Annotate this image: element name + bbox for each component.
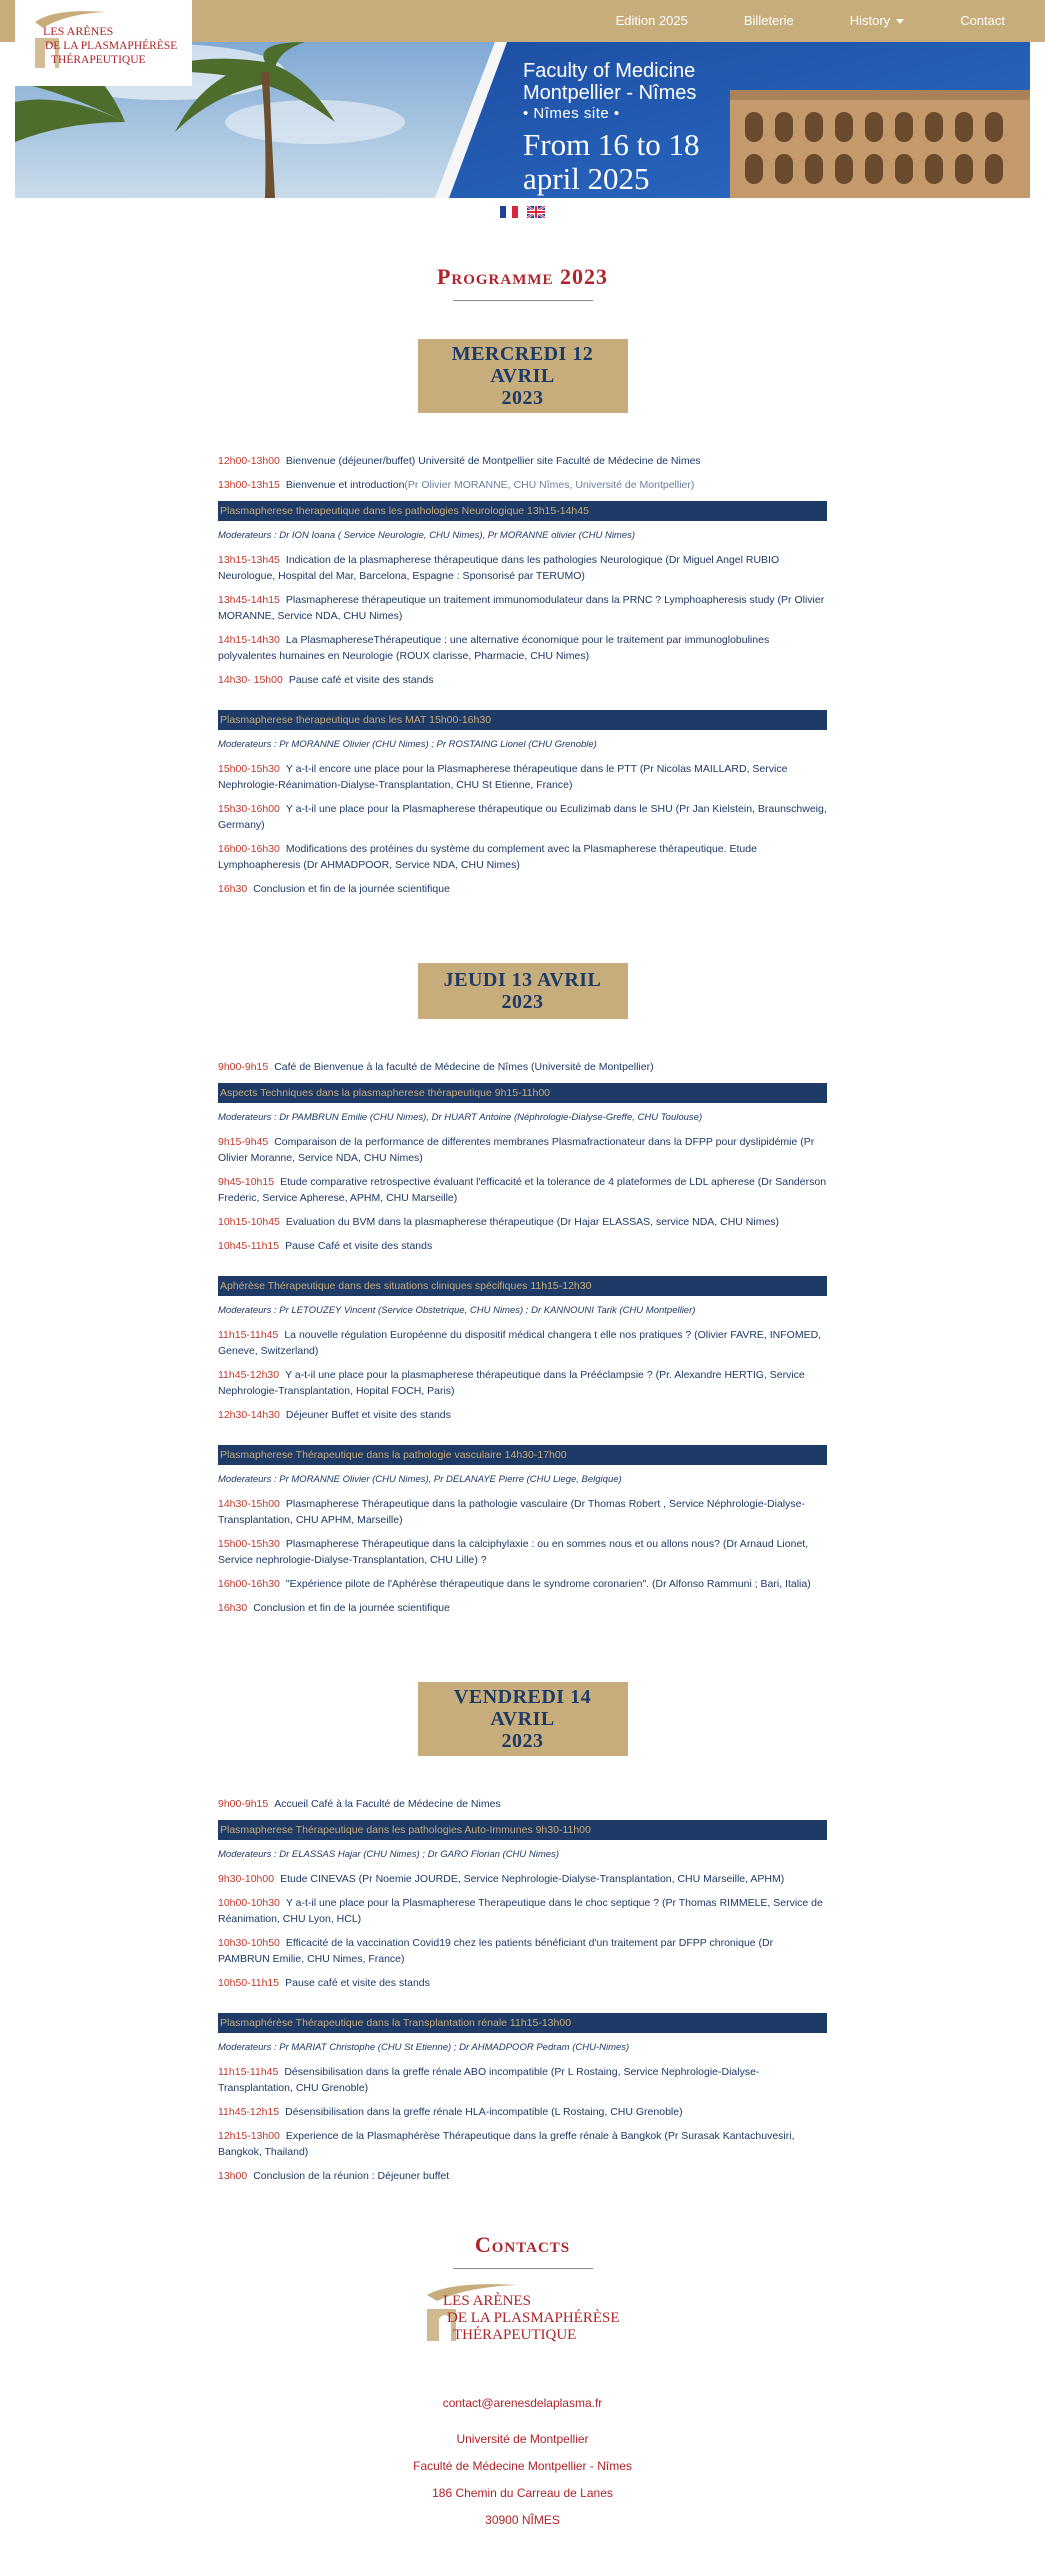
programme-item <box>218 552 827 584</box>
hero-dates-1: From 16 to 18 <box>523 127 700 162</box>
programme-item <box>218 2104 827 2120</box>
item-text: Y a-t-il une place pour la plasmapherese thérapeutique dans la Prééclampsie ? (Pr. Alexandre HERTIG, Service Nephrologie-Transplantation, Hopital FOCH, Paris) <box>218 1369 805 1397</box>
programme-item <box>218 1327 827 1359</box>
session-header: Plasmapherese therapeutique dans les pathologies Neurologique 13h15-14h45 <box>218 501 827 521</box>
session-moderators: Moderateurs : Dr ION Ioana ( Service Neurologie, CHU Nimes), Pr MORANNE olivier (CHU Nimes) <box>218 530 636 541</box>
programme-item <box>218 1174 827 1206</box>
session-header: Aspects Techniques dans la plasmapherese thérapeutique 9h15-11h00 <box>218 1083 827 1103</box>
item-time: 12h00-13h00 <box>218 455 280 467</box>
item-text: Déjeuner Buffet et visite des stands <box>285 1409 451 1421</box>
item-text: Comparaison de la performance de differentes membranes Plasmafractionateur dans la DFPP pour dyslipidémie (Pr Olivier Moranne, Service NDA, CHU Nimes) <box>218 1136 815 1164</box>
footer-logo-text-1: LES ARÈNES <box>442 2293 531 2309</box>
item-time: 11h45-12h30 <box>218 1369 280 1381</box>
day-programme <box>218 1059 827 1616</box>
day-title: VENDREDI 14 AVRIL <box>453 1686 592 1730</box>
programme-item <box>218 1576 827 1592</box>
session-header: Plasmapherese Thérapeutique dans les pathologies Auto-Immunes 9h30-11h00 <box>218 1820 827 1840</box>
logo-mark <box>29 8 179 78</box>
item-text: Plasmapherese Thérapeutique dans la calciphylaxie : ou en sommes nous et ou allons nous? (Dr Arnaud Lionet, Service nephrologie-Dialyse-Transplantation, CHU Lille) ? <box>218 1538 809 1566</box>
programme-item <box>218 881 827 897</box>
address-line: Université de Montpellier <box>456 2432 589 2446</box>
item-time: 10h15-10h45 <box>218 1216 280 1228</box>
item-text: Conclusion et fin de la journée scientifique <box>253 883 450 895</box>
contacts-divider <box>453 2268 593 2269</box>
item-time: 9h30-10h00 <box>218 1873 275 1885</box>
address-line: 30900 NÎMES <box>485 2513 560 2527</box>
item-text: Désensibilisation dans la greffe rénale ABO incompatible (Pr L Rostaing, Service Nephrologie-Dialyse-Transplantation, CHU Grenoble) <box>218 2066 760 2094</box>
item-text: La PlasmaphereseThérapeutique : une alternative économique pour le traitement par immunoglobulines polyvalentes humaines en Neurologie (ROUX clarisse, Pharmacie, CHU Nimes) <box>218 634 770 662</box>
hero-line-1: Faculty of Medicine <box>523 60 696 82</box>
top-navbar <box>0 0 1045 66</box>
programme-item <box>218 1796 827 1812</box>
item-time: 16h00-16h30 <box>218 843 280 855</box>
session-moderators: Moderateurs : Pr MARIAT Christophe (CHU St Etienne) ; Dr AHMADPOOR Pedram (CHU-Nimes) <box>218 2042 630 2053</box>
logo-text-1: LES ARÈNES <box>42 24 113 38</box>
item-time: 13h15-13h45 <box>218 554 280 566</box>
item-time: 10h00-10h30 <box>218 1897 280 1909</box>
item-text: Désensibilisation dans la greffe rénale HLA-incompatible (L Rostaing, CHU Grenoble) <box>285 2106 683 2118</box>
item-text: Café de Bienvenue à la faculté de Médecine de Nîmes (Université de Montpellier) <box>274 1061 654 1073</box>
title-divider <box>453 300 593 301</box>
programme-item <box>218 592 827 624</box>
logo-text-3: THÉRAPEUTIQUE <box>50 54 146 66</box>
item-text: Y a-t-il encore une place pour la Plasmapherese thérapeutique dans le PTT (Pr Nicolas MAILLARD, Service Nephrologie-Réanimation-Dialyse-Transplantation, CHU St Etienne, France) <box>218 763 788 791</box>
page-title: Programme 2023 <box>436 264 609 289</box>
item-time: 10h30-10h50 <box>218 1937 280 1949</box>
item-time: 13h45-14h15 <box>218 594 280 606</box>
item-time: 9h00-9h15 <box>218 1798 269 1810</box>
session-spacer <box>218 696 827 710</box>
item-text: "Expérience pilote de l'Aphérèse thérapeutique dans le syndrome coronarien". (Dr Alfonso Rammuni ; Bari, Italia) <box>285 1578 811 1590</box>
programme-item <box>218 801 827 833</box>
programme-item <box>218 761 827 793</box>
main-nav <box>588 0 1045 42</box>
session-moderators: Moderateurs : Pr LETOUZEY Vincent (Service Obstetrique, CHU Nimes) ; Dr KANNOUNI Tarik (CHU Montpellier) <box>218 1305 696 1316</box>
nav-edition-2025[interactable]: Edition 2025 <box>615 13 688 28</box>
day-header <box>418 339 628 413</box>
programme-item <box>218 2168 827 2184</box>
item-time: 11h15-11h45 <box>218 1329 279 1341</box>
item-time: 9h00-9h15 <box>218 1061 269 1073</box>
programme-item <box>218 1496 827 1528</box>
address-line: Faculté de Médecine Montpellier - Nîmes <box>413 2459 632 2473</box>
address-block <box>0 2426 1045 2534</box>
item-text: Bienvenue (déjeuner/buffet) Université de Montpellier site Faculté de Médecine de Nimes <box>285 455 701 467</box>
item-text: Evaluation du BVM dans la plasmapherese thérapeutique (Dr Hajar ELASSAS, service NDA, CHU Nimes) <box>285 1216 780 1228</box>
site-logo[interactable] <box>15 0 192 86</box>
programme-item <box>218 1407 827 1423</box>
programme-days <box>0 339 1045 2184</box>
session-spacer <box>218 1999 827 2013</box>
programme-item <box>218 1871 827 1887</box>
programme-item <box>218 672 827 688</box>
programme-item <box>218 1935 827 1967</box>
item-time: 16h00-16h30 <box>218 1578 280 1590</box>
session-moderators: Moderateurs : Dr PAMBRUN Emilie (CHU Nimes), Dr HUART Antoine (Néphrologie-Dialyse-Greffe, CHU Toulouse) <box>218 1112 703 1123</box>
nav-contact[interactable]: Contact <box>960 13 1005 28</box>
session-header: Aphérèse Thérapeutique dans des situations cliniques spécifiques 11h15-12h30 <box>218 1276 827 1296</box>
language-switcher <box>0 206 1045 218</box>
session-header: Plasmapherese therapeutique dans les MAT 15h00-16h30 <box>218 710 827 730</box>
item-text: La nouvelle régulation Européenne du dispositif médical changera t elle nos pratiques ? (Olivier FAVRE, INFOMED, Geneve, Switzerland) <box>218 1329 822 1357</box>
session-header: Plasmaphérèse Thérapeutique dans la Transplantation rénale 11h15-13h00 <box>218 2013 827 2033</box>
item-time: 13h00-13h15 <box>218 479 280 491</box>
item-time: 12h15-13h00 <box>218 2130 280 2142</box>
address-line: 186 Chemin du Carreau de Lanes <box>432 2486 613 2500</box>
day-header <box>418 963 628 1019</box>
session-moderators: Moderateurs : Pr MORANNE Olivier (CHU Nimes) ; Pr ROSTAING Lionel (CHU Grenoble) <box>218 739 597 750</box>
programme-item <box>218 1600 827 1616</box>
day-year: 2023 <box>501 387 544 409</box>
item-speaker: (Pr Olivier MORANNE, CHU Nîmes, Université de Montpellier) <box>404 479 695 491</box>
item-time: 15h00-15h30 <box>218 1538 280 1550</box>
item-time: 14h30-15h00 <box>218 1498 280 1510</box>
item-text: Accueil Café à la Faculté de Médecine de Nimes <box>274 1798 501 1810</box>
item-text: Plasmapherese Thérapeutique dans la pathologie vasculaire (Dr Thomas Robert , Service Néphrologie-Dialyse-Transplantation, CHU APHM, Marseille) <box>218 1498 805 1526</box>
hero-line-3: • Nîmes site • <box>523 105 620 122</box>
day-header <box>418 1682 628 1756</box>
item-text: Etude comparative retrospective évaluant l'efficacité et la tolerance de 4 plateformes de LDL apherese (Dr Sanderson Frederic, Service Apherese, APHM, CHU Marseille) <box>218 1176 827 1204</box>
nav-history-label: History <box>849 13 891 28</box>
item-time: 13h00 <box>218 2170 248 2182</box>
item-time: 15h30-16h00 <box>218 803 280 815</box>
programme-item <box>218 1214 827 1230</box>
programme-item <box>218 1895 827 1927</box>
item-text: Modifications des protéines du système du complement avec la Plasmapherese thérapeutique. Etude Lymphoapheresis (Dr AHMADPOOR, Service NDA, CHU Nimes) <box>218 843 757 871</box>
session-spacer <box>218 1262 827 1276</box>
chevron-down-icon <box>896 19 904 24</box>
logo-text-2: DE LA PLASMAPHÉRÈSE <box>44 40 177 52</box>
programme-item <box>218 477 827 493</box>
item-text: Pause Café et visite des stands <box>285 1240 433 1252</box>
programme-item <box>218 2064 827 2096</box>
day-programme <box>218 453 827 897</box>
item-text: Plasmapherese thérapeutique un traitement immunomodulateur dans la PRNC ? Lymphoapheresis study (Pr Olivier MORANNE, Service NDA, CHU Nimes) <box>218 594 825 622</box>
item-time: 16h30 <box>218 1602 248 1614</box>
session-spacer <box>218 1431 827 1445</box>
footer-logo-text-3: THÉRAPEUTIQUE <box>452 2327 576 2343</box>
session-header: Plasmapherese Thérapeutique dans la pathologie vasculaire 14h30-17h00 <box>218 1445 827 1465</box>
programme-item <box>218 632 827 664</box>
programme-item <box>218 1059 827 1075</box>
session-moderators: Moderateurs : Dr ELASSAS Hajar (CHU Nimes) ; Dr GARO Florian (CHU Nimes) <box>218 1849 560 1860</box>
contact-email-link[interactable]: contact@arenesdelaplasma.fr <box>442 2396 603 2410</box>
item-text: Etude CINEVAS (Pr Noemie JOURDE, Service Nephrologie-Dialyse-Transplantation, CHU Marseille, APHM) <box>280 1873 785 1885</box>
flag-uk-icon[interactable] <box>527 206 545 218</box>
flag-fr-icon[interactable] <box>500 206 518 218</box>
footer-logo-text-2: DE LA PLASMAPHÉRÈSE <box>446 2310 620 2326</box>
item-time: 9h45-10h15 <box>218 1176 275 1188</box>
item-time: 14h30- 15h00 <box>218 674 283 686</box>
programme-item <box>218 453 827 469</box>
programme-item <box>218 2128 827 2160</box>
item-time: 12h30-14h30 <box>218 1409 280 1421</box>
item-text: Y a-t-il une place pour la Plasmapherese thérapeutique ou Eculizimab dans le SHU (Pr Jan Kielstein, Braunschweig, Germany) <box>218 803 827 831</box>
item-text: Conclusion et fin de la journée scientifique <box>253 1602 450 1614</box>
programme-item <box>218 1367 827 1399</box>
footer-logo <box>423 2281 623 2346</box>
day-programme <box>218 1796 827 2184</box>
item-text: Efficacité de la vaccination Covid19 chez les patients bénéficiant d'un traitement par DFPP chronique (Dr PAMBRUN Emilie, CHU Nimes, France) <box>218 1937 774 1965</box>
day-title: JEUDI 13 AVRIL 2023 <box>443 969 602 1013</box>
item-text: Indication de la plasmapherese thérapeutique dans les pathologies Neurologique (Dr Miguel Angel RUBIO Neurologue, Hospital del Mar, Barcelona, Espagne : Sponsorisé par TERUMO) <box>218 554 780 582</box>
programme-item <box>218 1536 827 1568</box>
programme-item <box>218 1134 827 1166</box>
hero-line-2: Montpellier - Nîmes <box>523 82 697 104</box>
session-moderators: Moderateurs : Pr MORANNE Olivier (CHU Nimes), Pr DELANAYE Pierre (CHU Liege, Belgique) <box>218 1474 622 1485</box>
item-text: Bienvenue et introduction <box>285 479 405 491</box>
nav-billeterie[interactable]: Billeterie <box>743 13 794 28</box>
programme-item <box>218 1238 827 1254</box>
day-year: 2023 <box>501 1730 544 1752</box>
contacts-title: Contacts <box>474 2232 571 2257</box>
programme-item <box>218 841 827 873</box>
hero-dates-2: april 2025 <box>523 161 650 196</box>
nav-history[interactable] <box>822 0 932 42</box>
programme-item <box>218 1975 827 1991</box>
item-time: 14h15-14h30 <box>218 634 280 646</box>
item-time: 16h30 <box>218 883 248 895</box>
item-time: 11h15-11h45 <box>218 2066 279 2078</box>
item-text: Pause café et visite des stands <box>285 1977 430 1989</box>
item-time: 9h15-9h45 <box>218 1136 269 1148</box>
item-time: 10h50-11h15 <box>218 1977 280 1989</box>
item-text: Experience de la Plasmaphérèse Thérapeutique dans la greffe rénale à Bangkok (Pr Surasak Kantachuvesiri, Bangkok, Thailand) <box>218 2130 795 2158</box>
item-text: Y a-t-il une place pour la Plasmapherese Therapeutique dans le choc septique ? (Pr Thomas RIMMELE, Service de Réanimation, CHU Lyon, HCL) <box>218 1897 823 1925</box>
item-time: 10h45-11h15 <box>218 1240 280 1252</box>
contacts-section <box>0 2232 1045 2534</box>
item-text: Conclusion de la réunion : Déjeuner buffet <box>253 2170 450 2182</box>
item-time: 15h00-15h30 <box>218 763 280 775</box>
day-title: MERCREDI 12 AVRIL <box>451 343 594 387</box>
hero-text <box>523 60 700 196</box>
item-text: Pause café et visite des stands <box>288 674 434 686</box>
item-time: 11h45-12h15 <box>218 2106 280 2118</box>
